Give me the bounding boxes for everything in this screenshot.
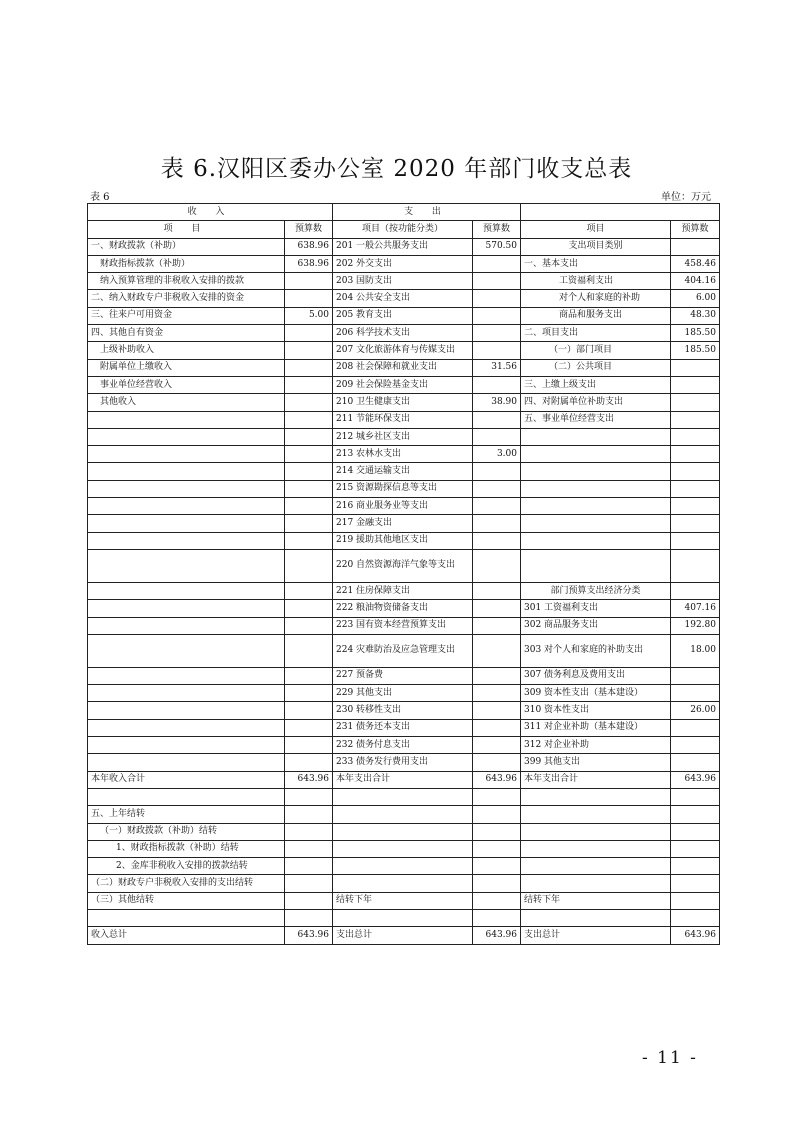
- income-budget-cell: [285, 549, 333, 582]
- func-item-cell: 223 国有资本经营预算支出: [333, 617, 473, 634]
- func-budget-cell: [473, 376, 521, 393]
- page-number: - 11 -: [642, 1048, 698, 1068]
- func-item-cell: 229 其他支出: [333, 685, 473, 702]
- econ-item-cell: 307 债务利息及费用支出: [521, 667, 671, 684]
- income-item-cell: （二）财政专户非税收入安排的支出结转: [88, 875, 285, 892]
- table-row: [88, 617, 720, 634]
- func-budget-header: 预算数: [473, 221, 521, 238]
- income-item-cell: [88, 909, 285, 926]
- func-item-cell: [333, 788, 473, 805]
- table-row: [88, 875, 720, 892]
- income-budget-cell: [285, 394, 333, 411]
- table-row: [88, 290, 720, 307]
- econ-item-cell: [521, 858, 671, 875]
- income-budget-cell: 638.96: [285, 238, 333, 255]
- econ-budget-cell: 18.00: [671, 634, 720, 667]
- econ-budget-cell: 404.16: [671, 273, 720, 290]
- income-item-cell: [88, 788, 285, 805]
- func-item-cell: 209 社会保险基金支出: [333, 376, 473, 393]
- econ-item-cell: 五、事业单位经营支出: [521, 411, 671, 428]
- func-budget-cell: 3.00: [473, 446, 521, 463]
- income-item-cell: 本年收入合计: [88, 771, 285, 788]
- func-budget-cell: [473, 892, 521, 909]
- income-item-cell: 五、上年结转: [88, 806, 285, 823]
- econ-item-cell: （一）部门项目: [521, 342, 671, 359]
- income-budget-cell: [285, 909, 333, 926]
- econ-budget-cell: [671, 788, 720, 805]
- econ-item-cell: 309 资本性支出（基本建设）: [521, 685, 671, 702]
- income-item-cell: [88, 463, 285, 480]
- func-budget-cell: [473, 255, 521, 272]
- econ-budget-cell: [671, 428, 720, 445]
- func-budget-cell: [473, 702, 521, 719]
- func-budget-cell: [473, 875, 521, 892]
- income-budget-cell: [285, 411, 333, 428]
- econ-item-cell: [521, 875, 671, 892]
- table-row: [88, 359, 720, 376]
- income-item-cell: 附属单位上缴收入: [88, 359, 285, 376]
- func-item-cell: [333, 858, 473, 875]
- econ-budget-cell: 26.00: [671, 702, 720, 719]
- econ-item-cell: [521, 840, 671, 857]
- table-row: [88, 858, 720, 875]
- income-item-cell: 二、纳入财政专户非税收入安排的资金: [88, 290, 285, 307]
- func-item-cell: 205 教育支出: [333, 307, 473, 324]
- func-budget-cell: [473, 463, 521, 480]
- econ-budget-cell: [671, 463, 720, 480]
- econ-budget-cell: [671, 411, 720, 428]
- income-budget-cell: [285, 806, 333, 823]
- income-budget-cell: [285, 290, 333, 307]
- income-item-cell: [88, 685, 285, 702]
- func-budget-cell: 570.50: [473, 238, 521, 255]
- table-row: [88, 515, 720, 532]
- table-row: [88, 582, 720, 599]
- income-budget-cell: [285, 667, 333, 684]
- table-header-row-1: [88, 204, 720, 221]
- econ-item-cell: [521, 446, 671, 463]
- income-item-cell: [88, 428, 285, 445]
- table-row: [88, 428, 720, 445]
- econ-budget-cell: [671, 840, 720, 857]
- income-budget-cell: 638.96: [285, 255, 333, 272]
- income-header: 收 入: [88, 204, 333, 221]
- income-item-cell: （一）财政拨款（补助）结转: [88, 823, 285, 840]
- econ-item-cell: 311 对企业补助（基本建设）: [521, 719, 671, 736]
- func-item-cell: [333, 875, 473, 892]
- income-budget-cell: [285, 273, 333, 290]
- income-item-cell: [88, 737, 285, 754]
- table-row: [88, 788, 720, 805]
- income-budget-cell: 5.00: [285, 307, 333, 324]
- econ-budget-cell: [671, 532, 720, 549]
- func-budget-cell: [473, 806, 521, 823]
- func-item-cell: 221 住房保障支出: [333, 582, 473, 599]
- func-item-cell: 201 一般公共服务支出: [333, 238, 473, 255]
- income-item-header: 项 目: [88, 221, 285, 238]
- table-row: [88, 927, 720, 944]
- income-budget-cell: [285, 617, 333, 634]
- econ-budget-cell: 185.50: [671, 342, 720, 359]
- table-row: [88, 702, 720, 719]
- page-title: 表 6.汉阳区委办公室 2020 年部门收支总表: [160, 156, 633, 182]
- econ-budget-cell: [671, 549, 720, 582]
- table-row: [88, 446, 720, 463]
- func-item-cell: 231 债务还本支出: [333, 719, 473, 736]
- econ-budget-cell: [671, 806, 720, 823]
- econ-item-cell: 结转下年: [521, 892, 671, 909]
- income-item-cell: 2、金库非税收入安排的拨款结转: [88, 858, 285, 875]
- income-budget-cell: [285, 446, 333, 463]
- table-row: [88, 719, 720, 736]
- func-budget-cell: [473, 600, 521, 617]
- econ-budget-cell: 643.96: [671, 927, 720, 944]
- econ-item-cell: [521, 823, 671, 840]
- income-item-cell: 四、其他自有资金: [88, 325, 285, 342]
- func-budget-cell: [473, 617, 521, 634]
- income-item-cell: [88, 549, 285, 582]
- table-row: [88, 771, 720, 788]
- func-budget-cell: [473, 428, 521, 445]
- econ-item-cell: [521, 549, 671, 582]
- func-item-cell: 233 债务发行费用支出: [333, 754, 473, 771]
- func-budget-cell: [473, 480, 521, 497]
- income-item-cell: [88, 411, 285, 428]
- func-item-cell: 本年支出合计: [333, 771, 473, 788]
- income-budget-cell: [285, 858, 333, 875]
- econ-item-cell: 商品和服务支出: [521, 307, 671, 324]
- func-budget-cell: [473, 273, 521, 290]
- econ-item-cell: [521, 498, 671, 515]
- econ-budget-cell: [671, 858, 720, 875]
- table-number: 表 6: [90, 192, 110, 203]
- income-item-cell: [88, 600, 285, 617]
- econ-item-cell: 310 资本性支出: [521, 702, 671, 719]
- income-budget-cell: 643.96: [285, 771, 333, 788]
- table-row: [88, 307, 720, 324]
- income-budget-cell: [285, 892, 333, 909]
- income-budget-cell: [285, 582, 333, 599]
- table-row: [88, 376, 720, 393]
- func-budget-cell: [473, 719, 521, 736]
- table-row: [88, 892, 720, 909]
- econ-item-cell: 312 对企业补助: [521, 737, 671, 754]
- econ-budget-cell: [671, 823, 720, 840]
- econ-budget-cell: [671, 685, 720, 702]
- table-row: [88, 737, 720, 754]
- econ-item-cell: [521, 480, 671, 497]
- econ-budget-cell: [671, 667, 720, 684]
- econ-budget-cell: [671, 875, 720, 892]
- func-budget-cell: [473, 737, 521, 754]
- table-row: [88, 238, 720, 255]
- func-budget-cell: [473, 549, 521, 582]
- income-item-cell: [88, 667, 285, 684]
- econ-budget-header: 预算数: [671, 221, 720, 238]
- table-body: [88, 204, 720, 945]
- func-item-cell: [333, 840, 473, 857]
- func-item-cell: 210 卫生健康支出: [333, 394, 473, 411]
- func-budget-cell: 643.96: [473, 771, 521, 788]
- econ-item-cell: 四、对附属单位补助支出: [521, 394, 671, 411]
- func-item-cell: 230 转移性支出: [333, 702, 473, 719]
- income-item-cell: 一、财政拨款（补助）: [88, 238, 285, 255]
- income-budget-cell: [285, 702, 333, 719]
- econ-budget-cell: 192.80: [671, 617, 720, 634]
- func-item-cell: 212 城乡社区支出: [333, 428, 473, 445]
- func-item-cell: 217 金融支出: [333, 515, 473, 532]
- econ-item-cell: 三、上缴上级支出: [521, 376, 671, 393]
- func-budget-cell: 643.96: [473, 927, 521, 944]
- income-item-cell: 收入总计: [88, 927, 285, 944]
- func-item-cell: 215 资源勘探信息等支出: [333, 480, 473, 497]
- func-item-cell: 232 债务付息支出: [333, 737, 473, 754]
- income-item-cell: 纳入预算管理的非税收入安排的拨款: [88, 273, 285, 290]
- func-item-cell: 220 自然资源海洋气象等支出: [333, 549, 473, 582]
- econ-budget-cell: [671, 582, 720, 599]
- income-budget-cell: [285, 719, 333, 736]
- func-budget-cell: [473, 667, 521, 684]
- func-item-cell: 222 粮油物资储备支出: [333, 600, 473, 617]
- table-row: [88, 909, 720, 926]
- income-item-cell: 上级补助收入: [88, 342, 285, 359]
- income-budget-cell: [285, 480, 333, 497]
- income-budget-cell: [285, 325, 333, 342]
- econ-item-cell: 支出项目类别: [521, 238, 671, 255]
- econ-budget-cell: [671, 480, 720, 497]
- econ-budget-cell: 407.16: [671, 600, 720, 617]
- table-row: [88, 498, 720, 515]
- income-item-cell: 1、财政指标拨款（补助）结转: [88, 840, 285, 857]
- table-row: [88, 394, 720, 411]
- econ-budget-cell: 48.30: [671, 307, 720, 324]
- econ-budget-cell: [671, 719, 720, 736]
- income-budget-cell: [285, 823, 333, 840]
- func-budget-cell: [473, 342, 521, 359]
- func-budget-cell: [473, 290, 521, 307]
- income-item-cell: [88, 719, 285, 736]
- expense-header: 支 出: [333, 204, 521, 221]
- func-item-cell: 支出总计: [333, 927, 473, 944]
- func-item-cell: 202 外交支出: [333, 255, 473, 272]
- table-row: [88, 463, 720, 480]
- table-row: [88, 325, 720, 342]
- econ-budget-cell: [671, 359, 720, 376]
- table-row: [88, 273, 720, 290]
- func-budget-cell: [473, 532, 521, 549]
- unit-label: 单位：万元: [661, 192, 711, 203]
- econ-item-cell: 对个人和家庭的补助: [521, 290, 671, 307]
- econ-budget-cell: [671, 737, 720, 754]
- income-budget-cell: [285, 515, 333, 532]
- income-item-cell: [88, 498, 285, 515]
- econ-budget-cell: [671, 394, 720, 411]
- econ-item-cell: [521, 788, 671, 805]
- econ-budget-cell: 643.96: [671, 771, 720, 788]
- func-item-header: 项目（按功能分类）: [333, 221, 473, 238]
- econ-budget-cell: [671, 446, 720, 463]
- func-budget-cell: [473, 840, 521, 857]
- income-budget-cell: [285, 875, 333, 892]
- func-item-cell: [333, 909, 473, 926]
- income-budget-cell: [285, 342, 333, 359]
- income-item-cell: [88, 617, 285, 634]
- econ-item-cell: 一、基本支出: [521, 255, 671, 272]
- func-item-cell: 207 文化旅游体育与传媒支出: [333, 342, 473, 359]
- func-budget-cell: [473, 909, 521, 926]
- func-budget-cell: [473, 498, 521, 515]
- func-item-cell: 211 节能环保支出: [333, 411, 473, 428]
- table-row: [88, 342, 720, 359]
- func-budget-cell: [473, 634, 521, 667]
- func-budget-cell: [473, 515, 521, 532]
- econ-item-cell: 本年支出合计: [521, 771, 671, 788]
- income-item-cell: [88, 515, 285, 532]
- income-budget-cell: 643.96: [285, 927, 333, 944]
- econ-budget-cell: 185.50: [671, 325, 720, 342]
- income-budget-cell: [285, 788, 333, 805]
- econ-item-cell: [521, 532, 671, 549]
- table-row: [88, 685, 720, 702]
- income-budget-cell: [285, 428, 333, 445]
- func-budget-cell: [473, 858, 521, 875]
- income-budget-header: 预算数: [285, 221, 333, 238]
- econ-item-cell: [521, 428, 671, 445]
- table-header-row-2: [88, 221, 720, 238]
- income-budget-cell: [285, 685, 333, 702]
- income-item-cell: 其他收入: [88, 394, 285, 411]
- income-item-cell: [88, 582, 285, 599]
- econ-budget-cell: 458.46: [671, 255, 720, 272]
- econ-item-cell: [521, 515, 671, 532]
- income-item-cell: [88, 634, 285, 667]
- econ-budget-cell: [671, 376, 720, 393]
- income-budget-cell: [285, 498, 333, 515]
- func-item-cell: 213 农林水支出: [333, 446, 473, 463]
- income-item-cell: [88, 532, 285, 549]
- income-budget-cell: [285, 532, 333, 549]
- econ-budget-cell: [671, 909, 720, 926]
- econ-budget-cell: [671, 498, 720, 515]
- econ-budget-cell: [671, 515, 720, 532]
- econ-item-cell: 302 商品服务支出: [521, 617, 671, 634]
- func-budget-cell: [473, 754, 521, 771]
- econ-item-cell: （二）公共项目: [521, 359, 671, 376]
- income-item-cell: [88, 480, 285, 497]
- func-item-cell: 219 援助其他地区支出: [333, 532, 473, 549]
- table-row: [88, 823, 720, 840]
- func-budget-cell: [473, 823, 521, 840]
- table-row: [88, 255, 720, 272]
- table-row: [88, 667, 720, 684]
- table-row: [88, 532, 720, 549]
- table-row: [88, 411, 720, 428]
- econ-item-cell: 301 工资福利支出: [521, 600, 671, 617]
- func-item-cell: 208 社会保障和就业支出: [333, 359, 473, 376]
- econ-budget-cell: [671, 892, 720, 909]
- func-budget-cell: [473, 582, 521, 599]
- econ-budget-cell: [671, 754, 720, 771]
- func-budget-cell: [473, 788, 521, 805]
- func-item-cell: 224 灾难防治及应急管理支出: [333, 634, 473, 667]
- income-item-cell: （三）其他结转: [88, 892, 285, 909]
- econ-item-cell: [521, 909, 671, 926]
- func-item-cell: 203 国防支出: [333, 273, 473, 290]
- income-budget-cell: [285, 600, 333, 617]
- table-row: [88, 549, 720, 582]
- econ-budget-cell: [671, 238, 720, 255]
- func-item-cell: [333, 806, 473, 823]
- econ-item-cell: [521, 463, 671, 480]
- func-item-cell: 214 交通运输支出: [333, 463, 473, 480]
- table-row: [88, 600, 720, 617]
- func-item-cell: 216 商业服务业等支出: [333, 498, 473, 515]
- table-row: [88, 634, 720, 667]
- econ-item-cell: 支出总计: [521, 927, 671, 944]
- income-budget-cell: [285, 376, 333, 393]
- budget-table: [87, 203, 720, 945]
- income-budget-cell: [285, 634, 333, 667]
- table-row: [88, 806, 720, 823]
- func-budget-cell: 38.90: [473, 394, 521, 411]
- func-item-cell: 结转下年: [333, 892, 473, 909]
- table-row: [88, 840, 720, 857]
- income-budget-cell: [285, 463, 333, 480]
- econ-item-cell: 工资福利支出: [521, 273, 671, 290]
- func-item-cell: 204 公共安全支出: [333, 290, 473, 307]
- func-item-cell: 227 预备费: [333, 667, 473, 684]
- income-item-cell: [88, 754, 285, 771]
- econ-item-cell: 399 其他支出: [521, 754, 671, 771]
- income-item-cell: [88, 446, 285, 463]
- econ-item-cell: 部门预算支出经济分类: [521, 582, 671, 599]
- econ-item-cell: [521, 806, 671, 823]
- econ-item-header: 项目: [521, 221, 671, 238]
- income-budget-cell: [285, 737, 333, 754]
- income-item-cell: [88, 702, 285, 719]
- econ-item-cell: 二、项目支出: [521, 325, 671, 342]
- income-item-cell: 财政指标拨款（补助）: [88, 255, 285, 272]
- func-item-cell: [333, 823, 473, 840]
- econ-item-cell: 303 对个人和家庭的补助支出: [521, 634, 671, 667]
- income-item-cell: 三、往来户可用资金: [88, 307, 285, 324]
- income-budget-cell: [285, 754, 333, 771]
- income-budget-cell: [285, 840, 333, 857]
- income-budget-cell: [285, 359, 333, 376]
- func-budget-cell: [473, 685, 521, 702]
- blank-header: [521, 204, 720, 221]
- income-item-cell: 事业单位经营收入: [88, 376, 285, 393]
- table-row: [88, 480, 720, 497]
- func-budget-cell: [473, 411, 521, 428]
- func-budget-cell: [473, 325, 521, 342]
- table-row: [88, 754, 720, 771]
- func-item-cell: 206 科学技术支出: [333, 325, 473, 342]
- func-budget-cell: 31.56: [473, 359, 521, 376]
- func-budget-cell: [473, 307, 521, 324]
- econ-budget-cell: 6.00: [671, 290, 720, 307]
